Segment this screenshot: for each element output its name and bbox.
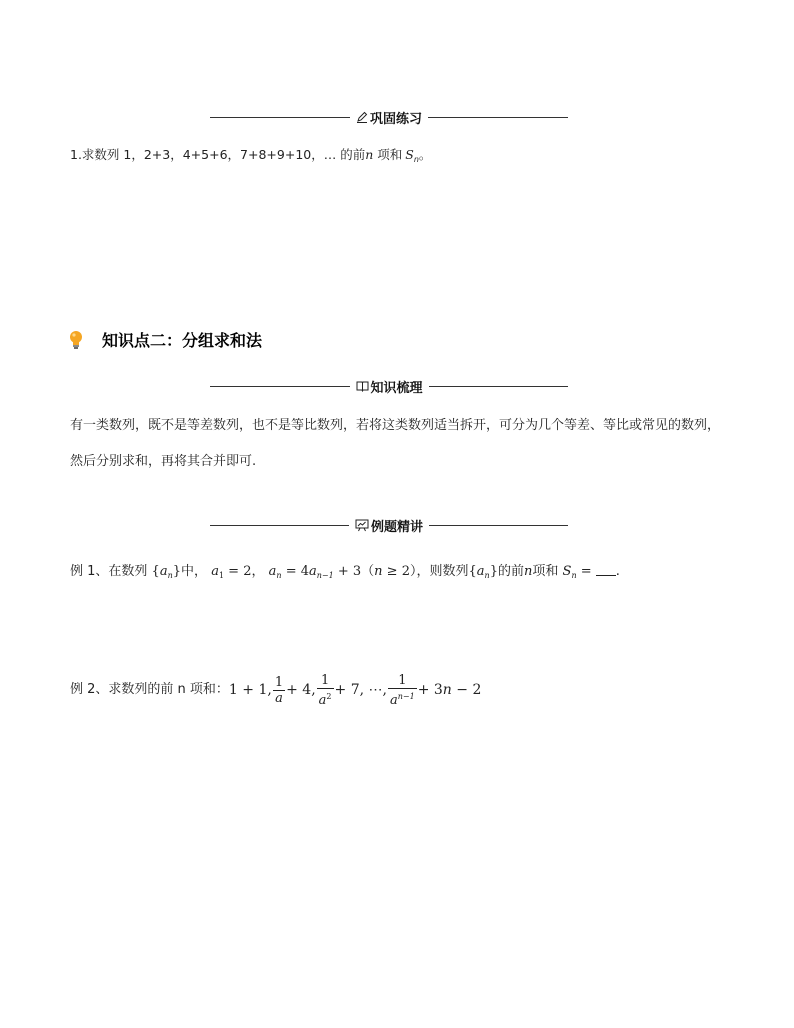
- summary-paragraph: 有一类数列，既不是等差数列，也不是等比数列，若将这类数列适当拆开，可分为几个等差、等比或常见的数列，然后分别求和，再将其合并即可.: [70, 418, 721, 469]
- example-1-text-h: .: [615, 564, 620, 579]
- fraction-1-over-a-n-minus-1: $\frac{1}{a^{n-1}}$: [389, 672, 415, 708]
- divider-line-left: [210, 386, 350, 387]
- exercise-1-suffix: 。: [418, 147, 432, 162]
- section-heading-text: 例题精讲: [371, 519, 424, 535]
- section-divider-knowledge: [210, 376, 568, 396]
- exercise-1: [70, 145, 431, 170]
- example-1-condition: n ≥ 2: [374, 564, 410, 579]
- book-icon: [356, 380, 369, 392]
- section-divider-examples: [210, 515, 568, 535]
- exercise-1-s-sub: n: [413, 155, 419, 164]
- exercise-1-n: n: [365, 147, 374, 162]
- section-divider-practice: [210, 107, 568, 127]
- divider-line-left: [210, 525, 349, 526]
- example-1-text-d: （: [361, 564, 375, 579]
- section-heading-practice: [350, 108, 428, 127]
- example-1-text-a: 例 1、在数列: [70, 564, 148, 579]
- example-1-text-f: 的前: [497, 564, 524, 579]
- example-1-text-c: ，: [251, 564, 265, 579]
- example-1-n: n: [524, 564, 533, 579]
- fraction-1-over-a-squared: $\frac{1}{a^2}$: [318, 672, 332, 708]
- example-1-text-e: ），则数列: [409, 564, 469, 579]
- example-1-answer-blank[interactable]: [596, 563, 616, 576]
- example-1-text-b: 中，: [181, 564, 208, 579]
- exercise-1-prefix: 1.求数列 1，2+3，4+5+6，7+8+9+10，… 的前: [70, 147, 366, 162]
- knowledge-point-title: [68, 328, 262, 351]
- example-2: [70, 670, 481, 710]
- exercise-1-s: S: [405, 147, 414, 162]
- example-2-label: 例 2、求数列的前 n 项和：: [70, 682, 229, 697]
- section-heading-text: 知识梳理: [370, 380, 423, 396]
- divider-line-right: [429, 386, 569, 387]
- example-1-sn: $S_n$ =: [562, 564, 596, 580]
- fraction-1-over-a: $\frac{1}{a}$: [274, 674, 284, 706]
- section-heading-examples: [349, 516, 429, 535]
- divider-line-right: [429, 525, 568, 526]
- knowledge-point-title-text: 知识点二：分组求和法: [102, 331, 263, 350]
- example-2-sequence: 1 + 1, $\frac{1}{a}$ + 4, $\frac{1}{a^2}$ + 7, ⋯, $\frac{1}{a^{n-1}}$ + 3n − 2: [228, 672, 482, 708]
- section-heading-text: 巩固练习: [370, 111, 423, 127]
- divider-line-left: [210, 117, 350, 118]
- example-1-a1-equals-2: $a_1 = 2$: [211, 564, 252, 580]
- divider-line-right: [428, 117, 568, 118]
- lightbulb-icon: [68, 330, 84, 350]
- presentation-icon: [355, 519, 369, 532]
- pencil-icon: [356, 111, 368, 123]
- exercise-1-mid: 项和: [373, 147, 403, 162]
- example-1-seq-an-2: $\{a_n\}$: [468, 564, 498, 580]
- example-1-seq-an: $\{a_n\}$: [151, 564, 182, 580]
- example-1: [70, 562, 620, 586]
- example-1-text-g: 项和: [532, 564, 559, 579]
- section-heading-knowledge: [350, 377, 429, 396]
- example-1-recurrence: $a_n = 4a_{n-1} + 3$: [268, 564, 362, 580]
